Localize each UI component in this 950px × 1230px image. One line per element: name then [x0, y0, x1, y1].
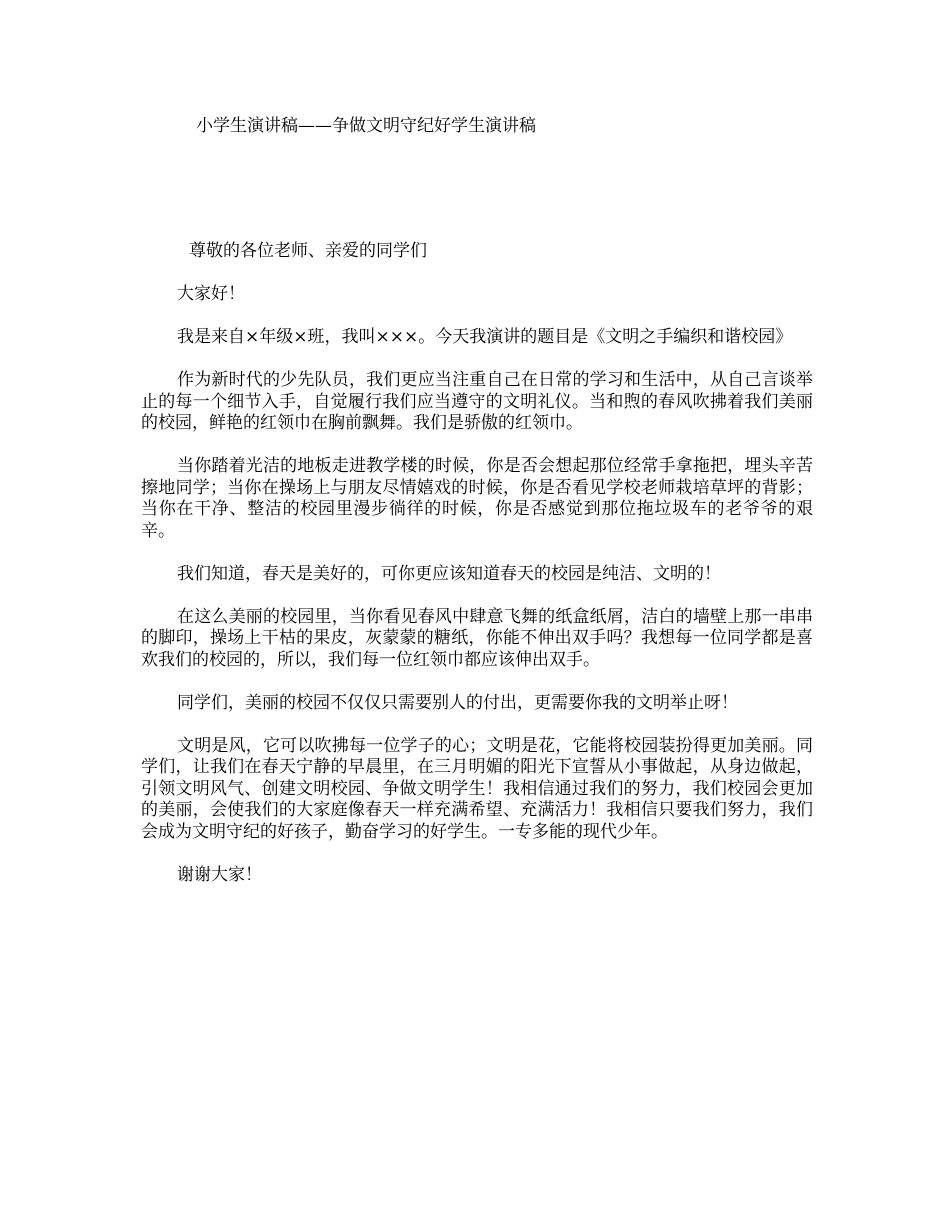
- paragraph-pledge: 文明是风，它可以吹拂每一位学子的心；文明是花，它能将校园装扮得更加美丽。同学们，让我们在春天宁静的早晨里，在三月明媚的阳光下宣誓从小事做起，从身边做起，引领文明风气、创建文明校园、争做文明学生！我相信通过我们的努力，我们校园会更加的美丽，会使我们的大家庭像春天一样充满希望、充满活力！我相信只要我们努力，我们会成为文明守纪的好孩子，勤奋学习的好学生。一专多能的现代少年。: [141, 735, 813, 842]
- document-title: 小学生演讲稿——争做文明守纪好学生演讲稿: [196, 116, 536, 136]
- paragraph-etiquette: 作为新时代的少先队员，我们更应当注重自己在日常的学习和生活中，从自己言谈举止的每一个细节入手，自觉履行我们应当遵守的文明礼仪。当和煦的春风吹拂着我们美丽的校园，鲜艳的红领巾在胸前飘舞。我们是骄傲的红领巾。: [141, 370, 813, 433]
- document-body: [141, 241, 813, 886]
- paragraph-introduction: 我是来自×年级×班，我叫×××。今天我演讲的题目是《文明之手编织和谐校园》: [177, 327, 793, 347]
- paragraph-gratitude: 当你踏着光洁的地板走进教学楼的时候，你是否会想起那位经常手拿拖把，埋头辛苦擦地同学；当你在操场上与朋友尽情嬉戏的时候，你是否看见学校老师栽培草坪的背影；当你在干净、整洁的校园里漫步徜徉的时候，你是否感觉到那位拖垃圾车的老爷爷的艰辛。: [141, 456, 813, 541]
- paragraph-spring-campus: 我们知道，春天是美好的，可你更应该知道春天的校园是纯洁、文明的！: [177, 563, 721, 584]
- paragraph-closing: 谢谢大家！: [177, 864, 262, 885]
- salutation: 尊敬的各位老师、亲爱的同学们: [189, 241, 427, 261]
- paragraph-civility: 同学们，美丽的校园不仅仅只需要别人的付出，更需要你我的文明举止呀！: [177, 692, 738, 713]
- paragraph-greeting: 大家好！: [177, 284, 245, 304]
- paragraph-litter: 在这么美丽的校园里，当你看见春风中肆意飞舞的纸盒纸屑，洁白的墙壁上那一串串的脚印，操场上干枯的果皮，灰蒙蒙的糖纸，你能不伸出双手吗？我想每一位同学都是喜欢我们的校园的，所以，我们每一位红领巾都应该伸出双手。: [141, 606, 813, 670]
